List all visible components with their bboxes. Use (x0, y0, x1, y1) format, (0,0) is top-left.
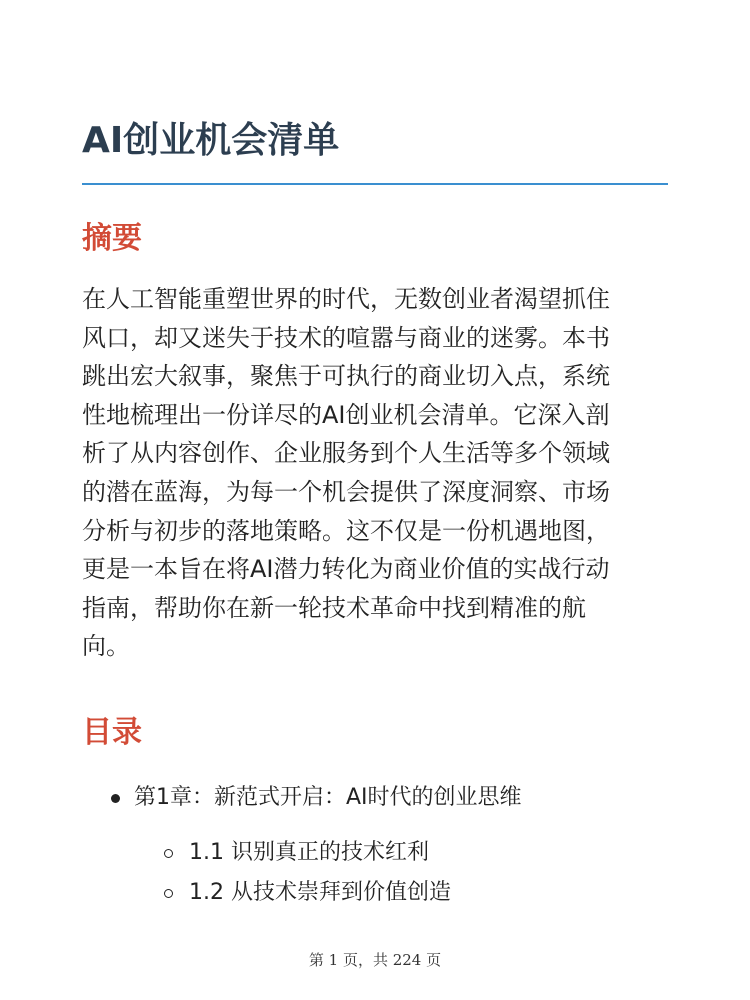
document-page (82, 0, 668, 1000)
toc-chapter-label: 第1章：新范式开启：AI时代的创业思维 (134, 785, 522, 810)
toc-section-label: 1.2 从技术崇拜到价值创造 (189, 880, 451, 905)
bullet-circle-icon (164, 849, 173, 858)
toc-chapter-item[interactable] (82, 778, 668, 905)
table-of-contents (82, 778, 668, 905)
title-divider (82, 183, 668, 185)
summary-heading: 摘要 (82, 221, 142, 256)
toc-heading: 目录 (82, 715, 142, 750)
summary-line: 的潜在蓝海，为每一个机会提供了深度洞察、市场 (82, 477, 610, 506)
summary-line: 指南，帮助你在新一轮技术革命中找到精准的航 (82, 593, 586, 622)
bullet-circle-icon (164, 889, 173, 898)
bullet-disc-icon (111, 794, 120, 803)
toc-section-item[interactable] (82, 833, 668, 873)
summary-line: 在人工智能重塑世界的时代，无数创业者渴望抓住 (82, 285, 610, 313)
document-title: AI创业机会清单 (82, 120, 340, 161)
toc-section-item[interactable] (82, 873, 668, 913)
summary-line: 分析与初步的落地策略。这不仅是一份机遇地图， (82, 516, 610, 545)
summary-line: 跳出宏大叙事，聚焦于可执行的商业切入点，系统 (82, 362, 610, 391)
summary-line: 风口，却又迷失于技术的喧嚣与商业的迷雾。本书 (82, 323, 610, 352)
page-number-footer: 第 1 页，共 224 页 (308, 951, 442, 969)
toc-section-list (82, 833, 668, 913)
summary-line: 性地梳理出一份详尽的AI创业机会清单。它深入剖 (82, 400, 610, 429)
summary-paragraph (82, 280, 668, 666)
toc-section-label: 1.1 识别真正的技术红利 (189, 840, 429, 865)
summary-line: 向。 (82, 632, 130, 661)
summary-line: 更是一本旨在将AI潜力转化为商业价值的实战行动 (82, 555, 610, 584)
summary-line: 析了从内容创作、企业服务到个人生活等多个领域 (82, 439, 610, 468)
